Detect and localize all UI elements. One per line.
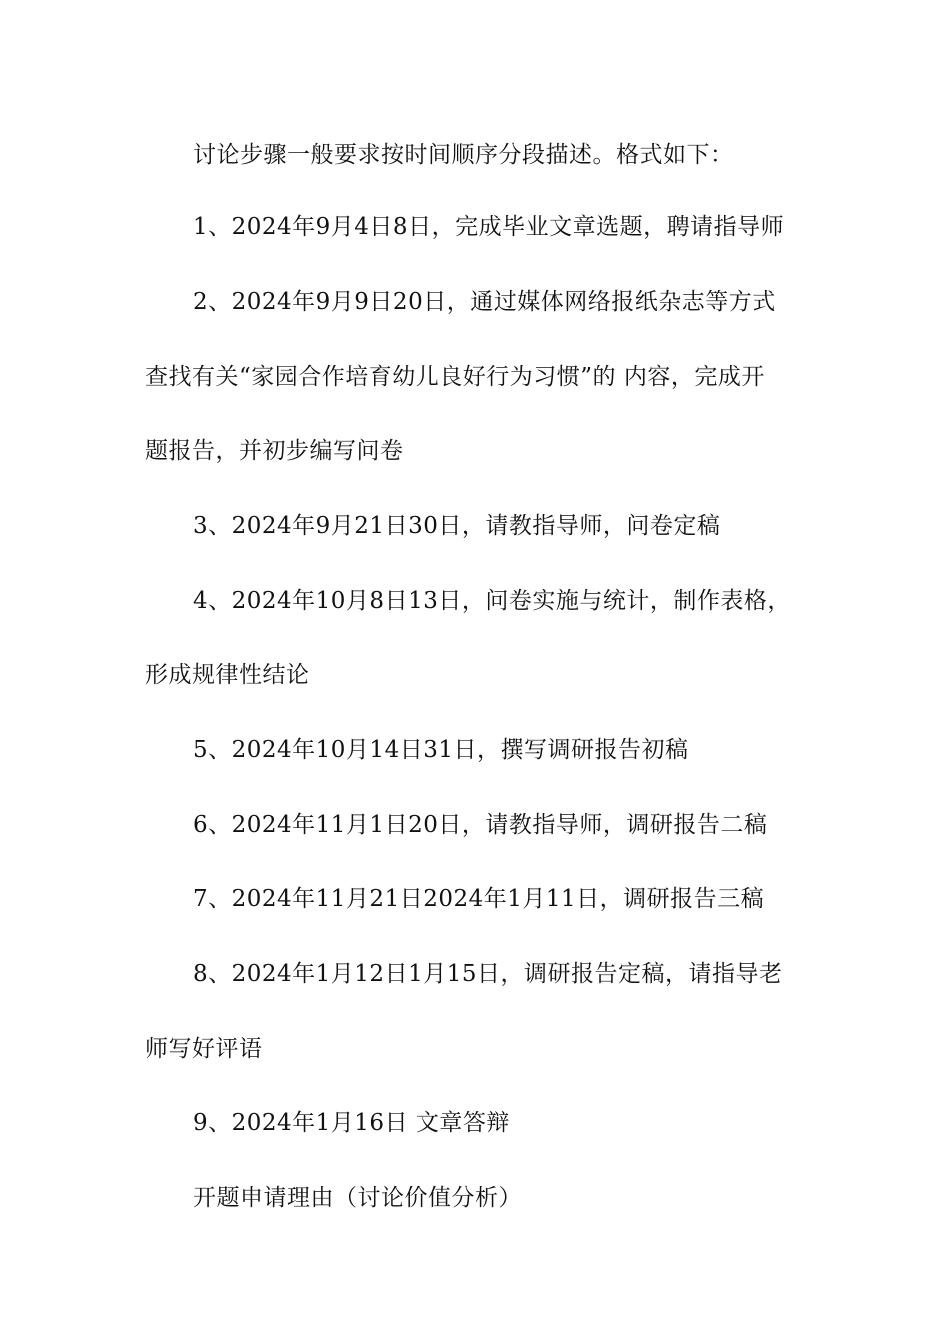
- step-1: 1、2024年9月4日8日，完成毕业文章选题，聘请指导师: [193, 214, 785, 240]
- section-heading: 开题申请理由（讨论价值分析）: [193, 1185, 522, 1211]
- step-2-line-1: 2、2024年9月9日20日，通过媒体网络报纸杂志等方式: [193, 289, 776, 315]
- step-8-line-1: 8、2024年1月12日1月15日，调研报告定稿，请指导老: [193, 961, 783, 987]
- step-2-line-3: 题报告，并初步编写问卷: [145, 438, 404, 464]
- step-4-line-2: 形成规律性结论: [145, 662, 310, 688]
- step-2-line-2: 查找有关“家园合作培育幼儿良好行为习惯”的 内容，完成开: [145, 364, 765, 390]
- intro-paragraph: 讨论步骤一般要求按时间顺序分段描述。格式如下：: [193, 142, 734, 168]
- step-6: 6、2024年11月1日20日，请教指导师，调研报告二稿: [193, 812, 768, 838]
- step-9: 9、2024年1月16日 文章答辩: [193, 1110, 510, 1136]
- step-5: 5、2024年10月14日31日，撰写调研报告初稿: [193, 737, 689, 763]
- step-8-line-2: 师写好评语: [145, 1036, 263, 1062]
- step-4-line-1: 4、2024年10月8日13日，问卷实施与统计，制作表格，: [193, 588, 791, 614]
- step-7: 7、2024年11月21日2024年1月11日，调研报告三稿: [193, 886, 765, 912]
- step-3: 3、2024年9月21日30日，请教指导师，问卷定稿: [193, 513, 721, 539]
